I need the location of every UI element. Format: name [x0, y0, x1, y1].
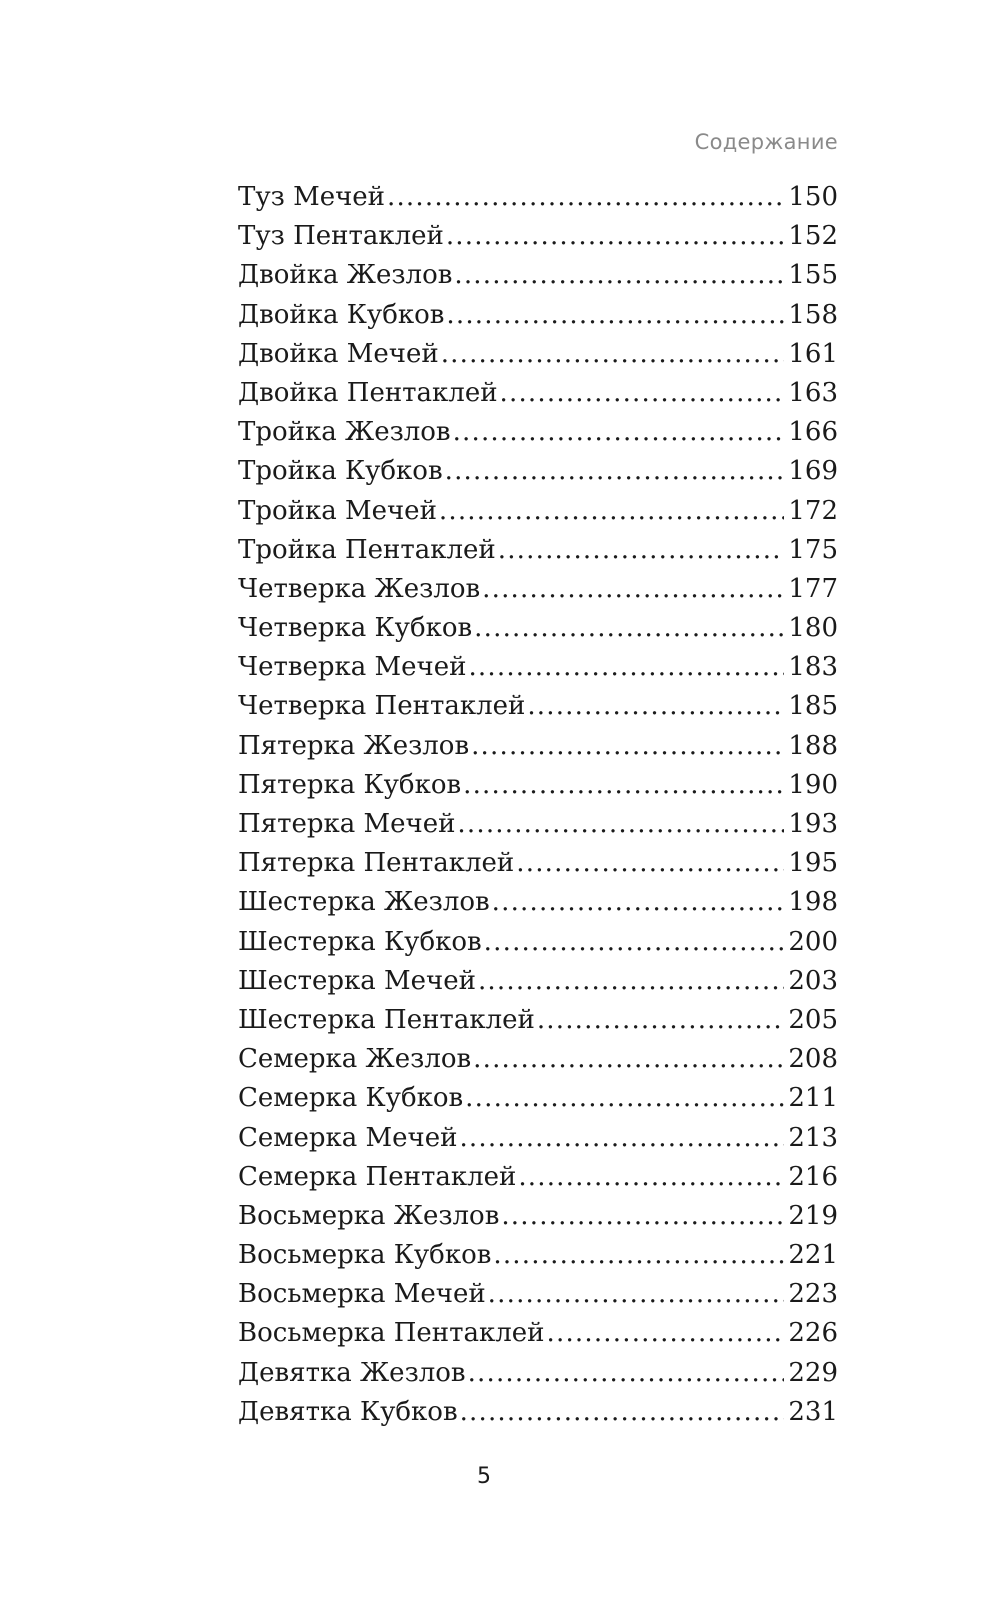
toc-entry[interactable] [238, 413, 838, 452]
toc-entry-title: Туз Мечей [238, 182, 385, 212]
toc-entry-page: 216 [788, 1161, 838, 1192]
toc-entry[interactable] [238, 1354, 838, 1393]
dot-leader [473, 1040, 784, 1079]
toc-entry[interactable] [238, 687, 838, 726]
toc-entry-page: 190 [788, 769, 838, 800]
toc-entry-title: Семерка Мечей [238, 1122, 458, 1153]
toc-entry-page: 198 [788, 887, 838, 918]
toc-entry-page: 195 [788, 848, 838, 879]
toc-entry[interactable] [238, 1119, 838, 1158]
toc-entry-title: Шестерка Жезлов [238, 887, 490, 918]
toc-entry-page: 203 [788, 965, 838, 996]
toc-entry[interactable] [238, 1001, 838, 1040]
toc-entry-page: 152 [788, 221, 838, 252]
dot-leader [493, 1236, 784, 1275]
dot-leader [498, 531, 785, 570]
toc-entry[interactable] [238, 727, 838, 766]
toc-entry[interactable] [238, 531, 838, 570]
toc-entry[interactable] [238, 805, 838, 844]
toc-entry-page: 229 [788, 1357, 838, 1388]
toc-entry-page: 221 [788, 1240, 838, 1271]
toc-entry[interactable] [238, 648, 838, 687]
dot-leader [500, 374, 785, 413]
toc-entry-page: 226 [788, 1318, 838, 1349]
toc-entry-page: 211 [788, 1083, 838, 1114]
dot-leader [460, 1393, 785, 1432]
toc-entry-title: Тройка Кубков [238, 456, 443, 487]
dot-leader [471, 727, 784, 766]
toc-entry-page: 161 [788, 338, 838, 369]
dot-leader [445, 452, 785, 491]
dot-leader [446, 296, 784, 335]
toc-entry[interactable] [238, 1040, 838, 1079]
dot-leader [474, 609, 784, 648]
toc-entry-title: Четверка Жезлов [238, 573, 481, 604]
toc-entry[interactable] [238, 335, 838, 374]
dot-leader [488, 1275, 785, 1314]
toc-entry[interactable] [238, 1314, 838, 1353]
dot-leader [439, 492, 784, 531]
toc-entry-title: Двойка Жезлов [238, 260, 453, 291]
toc-entry[interactable] [238, 374, 838, 413]
toc-entry-title: Восьмерка Жезлов [238, 1200, 500, 1231]
toc-entry[interactable] [238, 1158, 838, 1197]
toc-entry-title: Четверка Мечей [238, 652, 467, 683]
toc-entry-title: Шестерка Кубков [238, 926, 482, 957]
toc-entry[interactable] [238, 492, 838, 531]
dot-leader [468, 648, 784, 687]
toc-entry-title: Семерка Жезлов [238, 1044, 472, 1075]
dot-leader [478, 962, 784, 1001]
toc-entry[interactable] [238, 1393, 838, 1432]
toc-entry-title: Четверка Кубков [238, 613, 473, 644]
dot-leader [459, 1119, 784, 1158]
running-head: Содержание [694, 130, 838, 154]
toc-entry[interactable] [238, 1197, 838, 1236]
toc-entry-page: 172 [788, 495, 838, 526]
toc-entry[interactable] [238, 883, 838, 922]
toc-entry-page: 155 [788, 260, 838, 291]
toc-entry-title: Двойка Мечей [238, 338, 439, 369]
toc-entry-page: 180 [788, 613, 838, 644]
toc-entry-page: 208 [788, 1044, 838, 1075]
toc-entry-title: Тройка Пентаклей [238, 534, 496, 565]
toc-entry[interactable] [238, 296, 838, 335]
toc-entry-title: Шестерка Мечей [238, 965, 476, 996]
toc-entry-title: Восьмерка Мечей [238, 1279, 486, 1310]
toc-entry-title: Четверка Пентаклей [238, 691, 526, 722]
toc-entry-page: 163 [788, 377, 838, 408]
toc-entry[interactable] [238, 178, 838, 217]
dot-leader [501, 1197, 784, 1236]
toc-entry-title: Пятерка Пентаклей [238, 848, 515, 879]
toc-entry-title: Восьмерка Пентаклей [238, 1318, 545, 1349]
page-number: 5 [477, 1464, 491, 1489]
toc-entry-title: Двойка Кубков [238, 299, 445, 330]
dot-leader [484, 923, 785, 962]
toc-entry-page: 188 [788, 730, 838, 761]
toc-entry-page: 158 [788, 299, 838, 330]
toc-entry-title: Семерка Кубков [238, 1083, 464, 1114]
dot-leader [527, 687, 784, 726]
dot-leader [547, 1314, 785, 1353]
toc-entry-page: 185 [788, 691, 838, 722]
dot-leader [463, 766, 784, 805]
toc-entry[interactable] [238, 962, 838, 1001]
toc-entry[interactable] [238, 217, 838, 256]
toc-entry[interactable] [238, 844, 838, 883]
toc-entry-title: Шестерка Пентаклей [238, 1004, 535, 1035]
dot-leader [446, 217, 785, 256]
toc-entry-page: 219 [788, 1200, 838, 1231]
toc-entry-title: Восьмерка Кубков [238, 1240, 492, 1271]
toc-entry-title: Пятерка Кубков [238, 769, 462, 800]
toc-entry-title: Пятерка Мечей [238, 809, 456, 839]
toc-entry-title: Пятерка Жезлов [238, 730, 470, 761]
toc-entry-page: 213 [788, 1122, 838, 1153]
dot-leader [516, 844, 784, 883]
dot-leader [482, 570, 784, 609]
toc-entry[interactable] [238, 1236, 838, 1275]
toc-entry-page: 150 [788, 182, 838, 212]
dot-leader [387, 178, 784, 217]
toc-entry-title: Тройка Жезлов [238, 417, 451, 448]
toc-entry[interactable] [238, 452, 838, 491]
toc-entry[interactable] [238, 570, 838, 609]
toc-entry[interactable] [238, 923, 838, 962]
dot-leader [453, 413, 785, 452]
dot-leader [518, 1158, 784, 1197]
dot-leader [492, 883, 785, 922]
toc-entry-page: 177 [788, 573, 838, 604]
dot-leader [457, 805, 784, 844]
toc-entry-page: 193 [788, 809, 838, 839]
toc-entry-title: Девятка Кубков [238, 1396, 458, 1427]
toc-entry-page: 200 [788, 926, 838, 957]
dot-leader [441, 335, 785, 374]
dot-leader [468, 1354, 785, 1393]
toc-entry-page: 183 [788, 652, 838, 683]
table-of-contents [238, 178, 838, 1432]
dot-leader [537, 1001, 785, 1040]
toc-entry-page: 223 [788, 1279, 838, 1310]
toc-entry[interactable] [238, 609, 838, 648]
toc-entry[interactable] [238, 1079, 838, 1118]
toc-entry[interactable] [238, 766, 838, 805]
toc-entry[interactable] [238, 1275, 838, 1314]
toc-entry-page: 205 [788, 1004, 838, 1035]
toc-entry-title: Туз Пентаклей [238, 221, 444, 252]
toc-entry-page: 166 [788, 417, 838, 448]
toc-entry-page: 231 [788, 1396, 838, 1427]
toc-entry-title: Семерка Пентаклей [238, 1161, 517, 1192]
toc-entry-page: 175 [788, 534, 838, 565]
dot-leader [454, 256, 784, 295]
toc-entry-title: Девятка Жезлов [238, 1357, 466, 1388]
dot-leader [465, 1079, 784, 1118]
toc-entry-title: Двойка Пентаклей [238, 377, 498, 408]
toc-entry-page: 169 [788, 456, 838, 487]
toc-entry-title: Тройка Мечей [238, 495, 437, 526]
toc-entry[interactable] [238, 256, 838, 295]
